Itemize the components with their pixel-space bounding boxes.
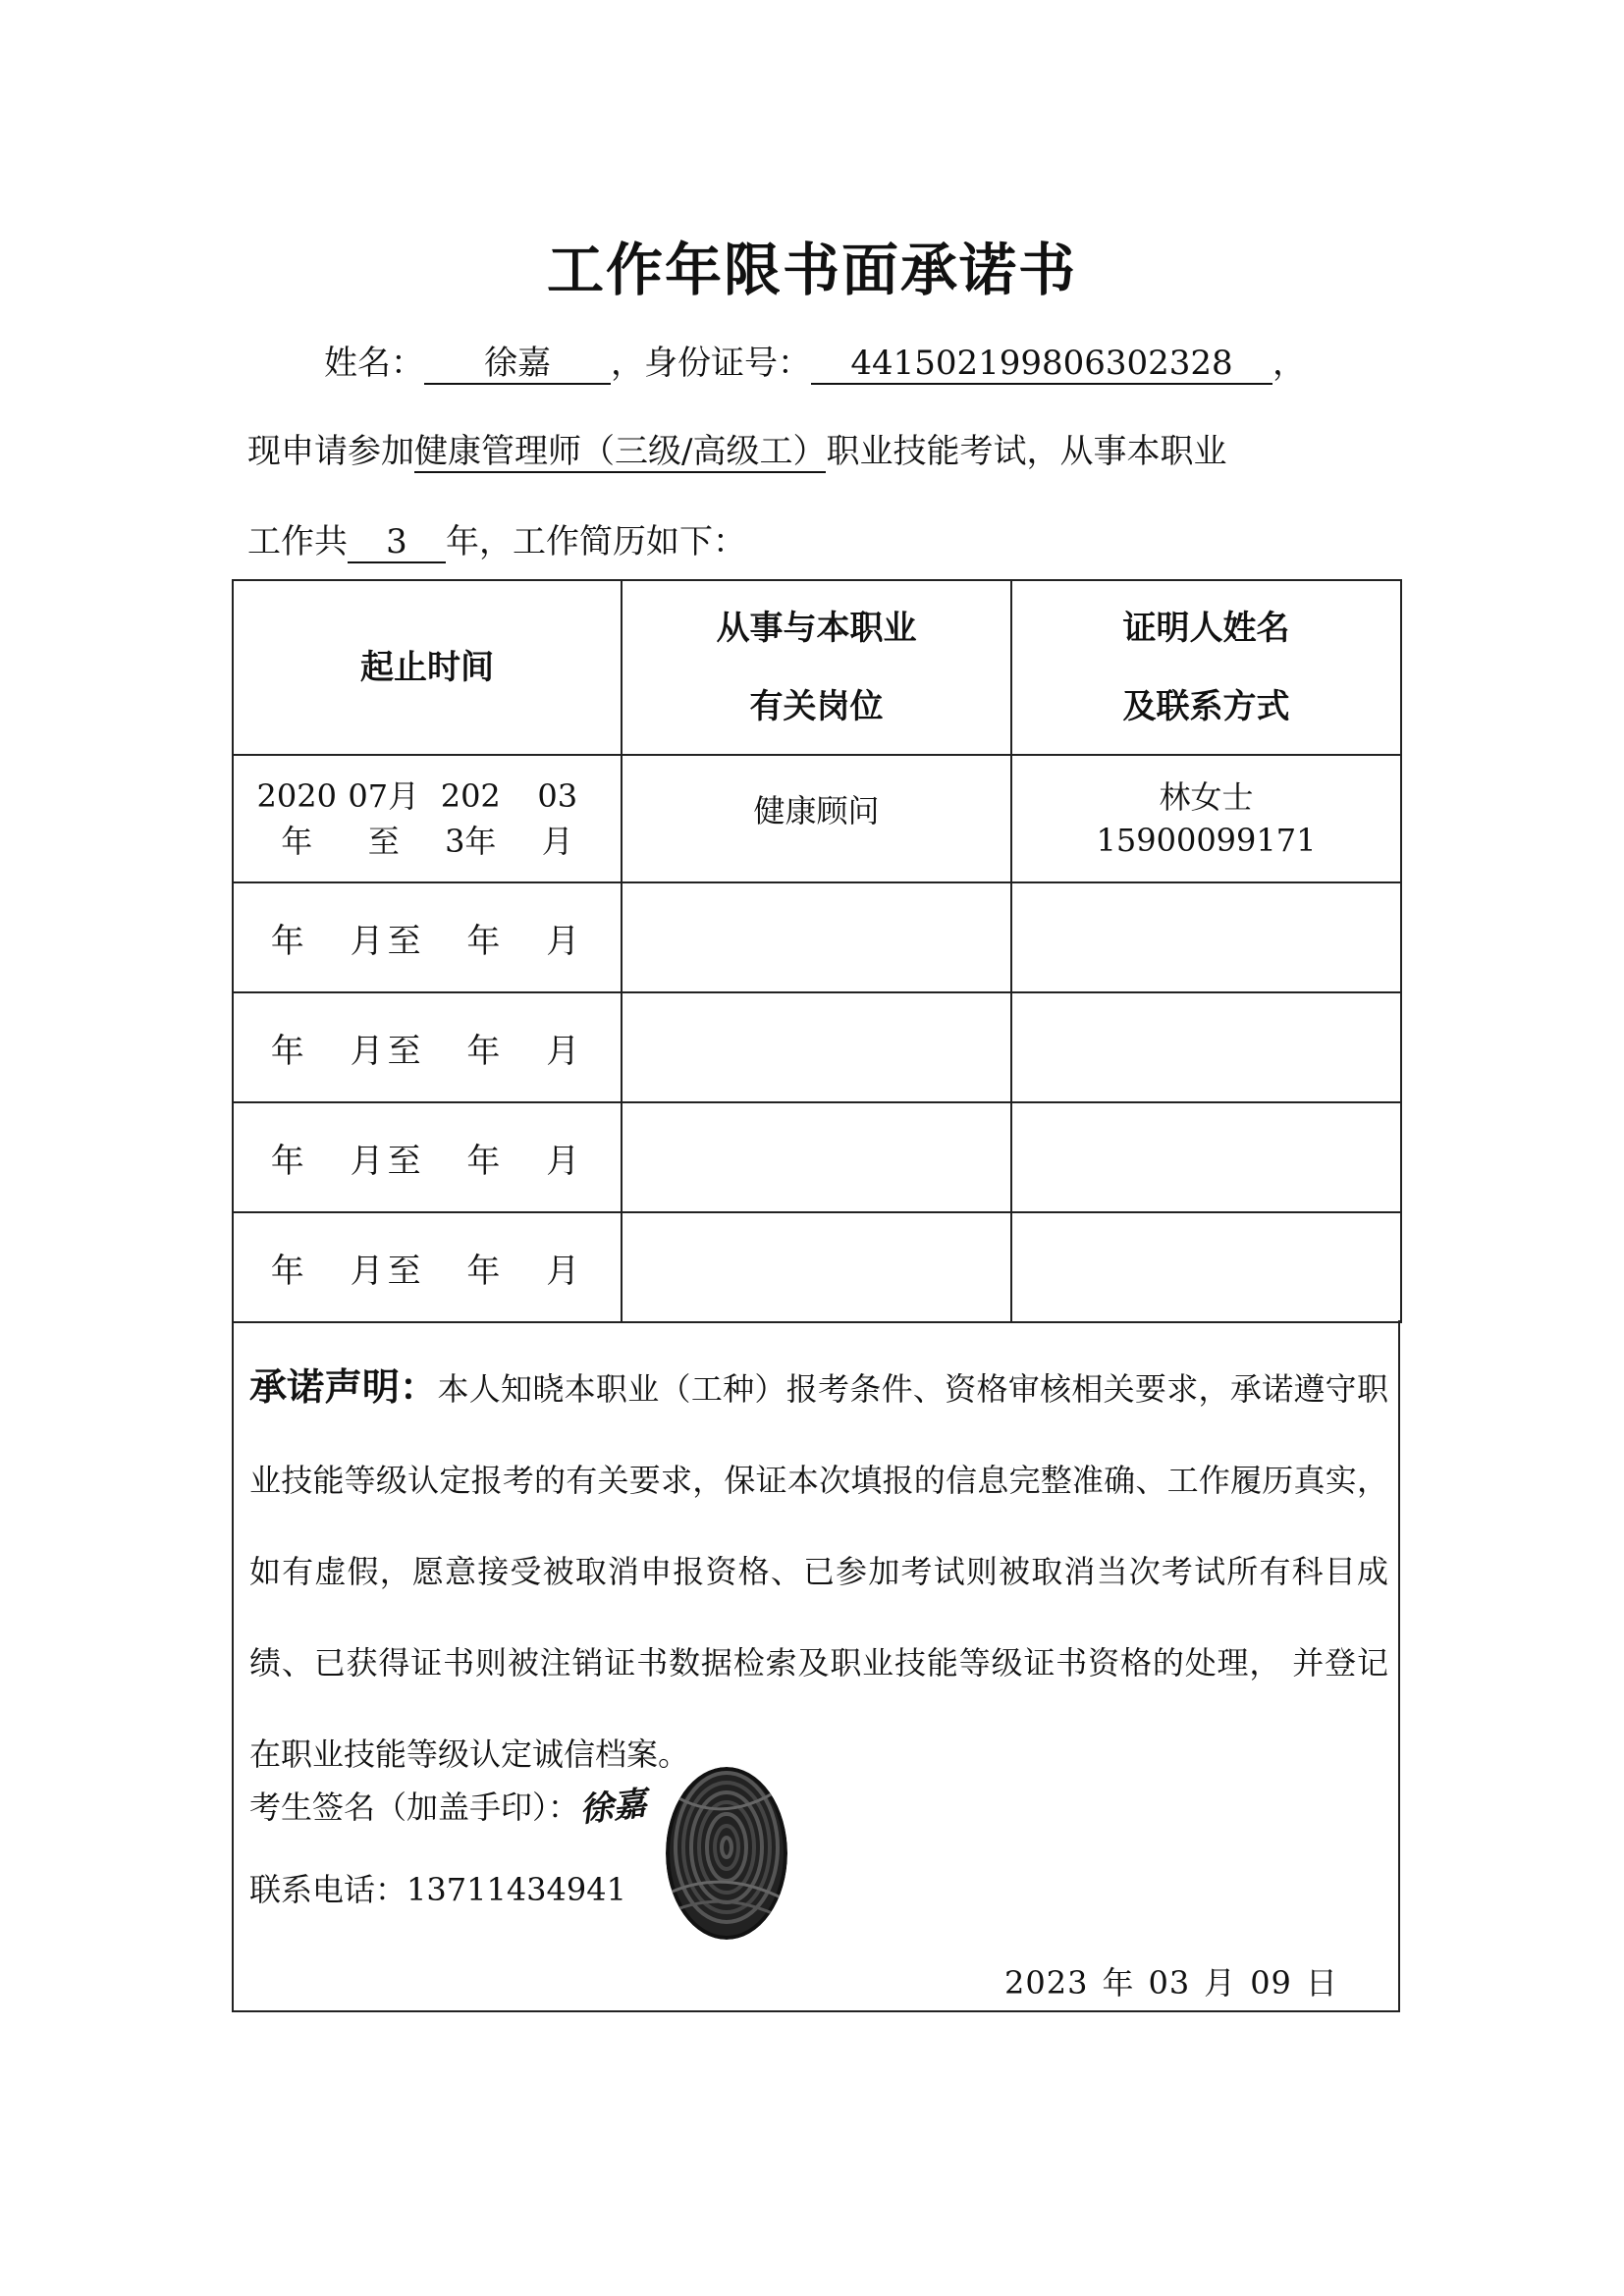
phone-value: 13711434941 [406,1871,626,1908]
empty-date-cell: 年 月至 年 月 [233,882,622,992]
empty-date-cell: 年 月至 年 月 [233,992,622,1102]
document-title: 工作年限书面承诺书 [546,237,1077,303]
fingerprint-icon [656,1757,803,1944]
row1-position: 健康顾问 [622,755,1011,882]
apply-suffix: 职业技能考试，从事本职业 [826,432,1227,471]
table-row [233,1212,1401,1322]
years-prefix: 工作共 [247,522,348,561]
id-label: ，身份证号： [611,344,811,383]
header-time: 起止时间 [233,580,622,755]
work-history-table [232,579,1402,1323]
row1-witness: 林女士 15900099171 [1011,755,1401,882]
name-label: 姓名： [324,344,424,383]
empty-date-cell: 年 月至 年 月 [233,1212,622,1322]
header-witness: 证明人姓名 及联系方式 [1011,580,1401,755]
table-row [233,882,1401,992]
promise-lead: 承诺声明： [249,1365,438,1409]
exam-name: 健康管理师（三级/高级工） [414,432,827,471]
years-line [247,520,746,563]
years-value: 3 [348,522,446,563]
phone-label: 联系电话： [249,1871,407,1908]
promise-statement [249,1342,1388,1800]
handwritten-signature: 徐嘉 [577,1784,649,1831]
table-row [233,1102,1401,1212]
apply-line [247,430,1226,473]
apply-prefix: 现申请参加 [247,432,414,471]
signature-line [249,1780,649,1831]
id-number-value: 441502199806302328 [811,344,1272,385]
id-suffix: ， [1272,344,1306,383]
name-id-line [324,342,1306,385]
table-row [233,755,1401,882]
empty-date-cell: 年 月至 年 月 [233,1102,622,1212]
row1-dates: 2020 07月 202 03 年 至 3年 月 [233,755,622,882]
table-row [233,992,1401,1102]
sign-date: 2023 年 03 月 09 日 [1004,1964,1338,2002]
name-value: 徐嘉 [424,344,611,385]
promise-body: 本人知晓本职业（工种）报考条件、资格审核相关要求，承诺遵守职业技能等级认定报考的有关要求，保证本次填报的信息完整准确、工作履历真实，如有虚假，愿意接受被取消申报资格、已参加考试则被取消当次考试所有科目成绩、已获得证书则被注销证书数据检索及职业技能等级证书资格的处理， 并登记在职业技能等级认定诚信档案。 [249,1370,1388,1773]
signature-label: 考生签名（加盖手印）： [249,1789,580,1826]
phone-line [249,1865,626,1910]
years-suffix: 年，工作简历如下： [446,522,746,561]
table-header-row [233,580,1401,755]
header-position: 从事与本职业 有关岗位 [622,580,1011,755]
promise-section [232,1320,1400,2012]
